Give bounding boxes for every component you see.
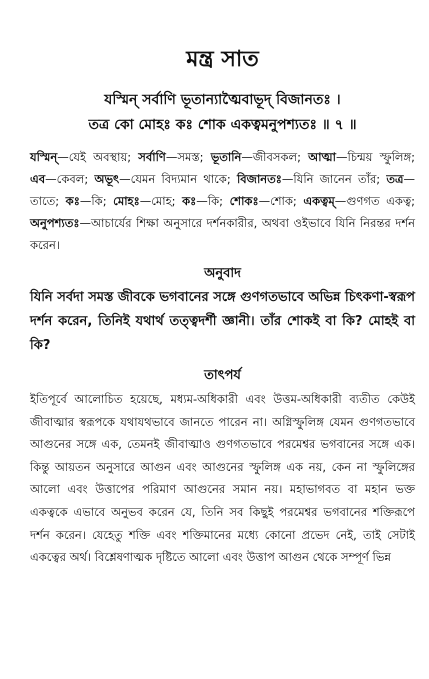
purport-text: ইতিপূর্বে আলোচিত হয়েছে, মধ্যম-অধিকারী এবং উত্তম-অধিকারী ব্যতীত কেউই জীবাত্মার স্বরূপকে যথাযথভাবে জানতে পারেন না। অগ্নিস্ফুলিঙ্গ যেমন গুণগতভাবে আগুনের সঙ্গে এক, তেমনই জীবাত্মাও গুণগতভাবে পরমেশ্বর ভগবানের সঙ্গে এক। কিন্তু আয়তন অনুসারে আগুন এবং আগুনের স্ফুলিঙ্গ এক নয়, কেন না স্ফুলিঙ্গের আলো এবং উত্তাপের পরিমাণ আগুনের সমান নয়। মহাভাগবত বা মহান ভক্ত একত্বকে এভাবে অনুভব করেন যে, তিনি সব কিছুই পরমেশ্বর ভগবানের শক্তিরূপে দর্শন করেন। যেহেতু শক্তি এবং শক্তিমানের মধ্যে কোনো প্রভেদ নেই, তাই সেটাই একত্বের অর্থ। বিশ্লেষণাত্মক দৃষ্টিতে আলো এবং উত্তাপ আগুন থেকে সম্পূর্ণ ভিন্ন (30, 392, 415, 565)
word-meanings (30, 146, 415, 256)
synonym-meaning: —সমস্ত; (165, 150, 211, 164)
synonym-word: এব (30, 172, 46, 186)
synonym-meaning: —তাতে; (30, 172, 415, 208)
verse-line: তত্র কো মোহঃ কঃ শোক একত্বমনুপশ্যতঃ ॥ ৭ ॥ (88, 117, 357, 133)
synonym-word: বিজানতঃ (236, 172, 282, 186)
purport-heading: তাৎপর্য (204, 368, 241, 383)
synonym-word: অনুপশ্যতঃ (30, 216, 80, 230)
synonym-meaning: —মোহ; (139, 194, 183, 208)
synonym-meaning: —যেমন বিদ্যমান থাকে; (119, 172, 237, 186)
synonym-word: ভূতানি (210, 150, 242, 164)
translation-heading: অনুবাদ (204, 266, 241, 281)
synonym-word: একত্বম্ (303, 194, 335, 208)
synonym-word: আত্মা (308, 150, 336, 164)
verse-line: যস্মিন্ সর্বাণি ভূতান্যাত্মৈবাভূদ্ বিজানতঃ । (104, 92, 341, 108)
synonym-word: কঃ (182, 194, 197, 208)
synonym-word: কঃ (65, 194, 80, 208)
synonym-meaning: —যিনি জানেন তাঁর; (281, 172, 387, 186)
synonym-word: মোহঃ (113, 194, 140, 208)
synonym-meaning: —আচার্যের শিক্ষা অনুসারে দর্শনকারীর, অথবা ওইভাবে যিনি নিরন্তর দর্শন করেন। (30, 216, 415, 252)
synonym-meaning: —কেবল; (45, 172, 95, 186)
synonym-word: তত্র (386, 172, 404, 186)
sanskrit-verse (30, 88, 415, 138)
synonym-word: শোকঃ (229, 194, 259, 208)
synonym-word: অভূৎ (94, 172, 120, 186)
translation-text: যিনি সর্বদা সমস্ত জীবকে ভগবানের সঙ্গে গুণগতভাবে অভিন্ন চিৎকণা-স্বরূপ দর্শন করেন, তিনিই যথার্থ তত্ত্বদর্শী জ্ঞানী। তাঁর শোকই বা কি? মোহই বা কি? (30, 290, 415, 353)
synonym-meaning: —চিন্ময় স্ফুলিঙ্গ; (335, 150, 415, 164)
book-page (0, 40, 429, 679)
synonym-word: সর্বাণি (138, 150, 166, 164)
synonym-meaning: —কি; (79, 194, 114, 208)
synonym-meaning: —যেই অবস্থায়; (57, 150, 139, 164)
synonym-meaning: —কি; (196, 194, 230, 208)
synonym-meaning: —জীবসকল; (241, 150, 309, 164)
synonym-meaning: —শোক; (258, 194, 304, 208)
chapter-title: মন্ত্র সাত (186, 47, 259, 72)
synonym-meaning: —গুণগত একত্ব; (334, 194, 416, 208)
synonym-word: যস্মিন্ (30, 150, 58, 164)
